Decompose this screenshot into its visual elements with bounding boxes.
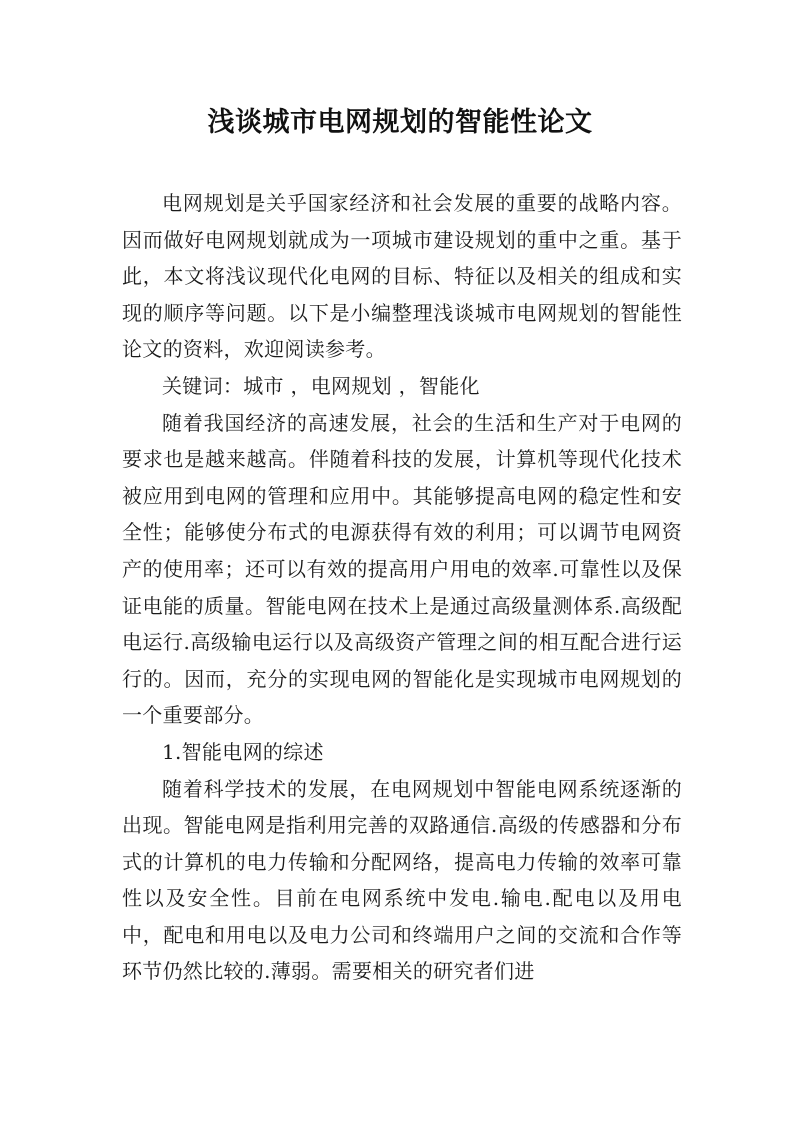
paragraph-background: 随着我国经济的高速发展，社会的生活和生产对于电网的要求也是越来越高。伴随着科技的发展，计算机等现代化技术被应用到电网的管理和应用中。其能够提高电网的稳定性和安全性；能够使分布式的电源获得有效的利用；可以调节电网资产的使用率；还可以有效的提高用户用电的效率.可靠性以及保证电能的质量。智能电网在技术上是通过高级量测体系.高级配电运行.高级输电运行以及高级资产管理之间的相互配合进行运行的。因而，充分的实现电网的智能化是实现城市电网规划的一个重要部分。 bbox=[122, 410, 682, 728]
paragraph-smart-grid-overview: 随着科学技术的发展，在电网规划中智能电网系统逐渐的出现。智能电网是指利用完善的双路通信.高级的传感器和分布式的计算机的电力传输和分配网络，提高电力传输的效率可靠性以及安全性。目前在电网系统中发电.输电.配电以及用电中，配电和用电以及电力公司和终端用户之间的交流和合作等环节仍然比较的.薄弱。需要相关的研究者们进 bbox=[122, 776, 682, 984]
document-body bbox=[122, 185, 682, 990]
section-heading-smart-grid-overview: 1.智能电网的综述 bbox=[162, 739, 324, 764]
paragraph-keywords: 关键词：城市 ，电网规划 ，智能化 bbox=[162, 373, 480, 398]
paragraph-intro: 电网规划是关乎国家经济和社会发展的重要的战略内容。因而做好电网规划就成为一项城市建设规划的重中之重。基于此，本文将浅议现代化电网的目标、特征以及相关的组成和实现的顺序等问题。以下是小编整理浅谈城市电网规划的智能性论文的资料，欢迎阅读参考。 bbox=[122, 191, 682, 362]
document-title: 浅谈城市电网规划的智能性论文 bbox=[207, 107, 593, 138]
